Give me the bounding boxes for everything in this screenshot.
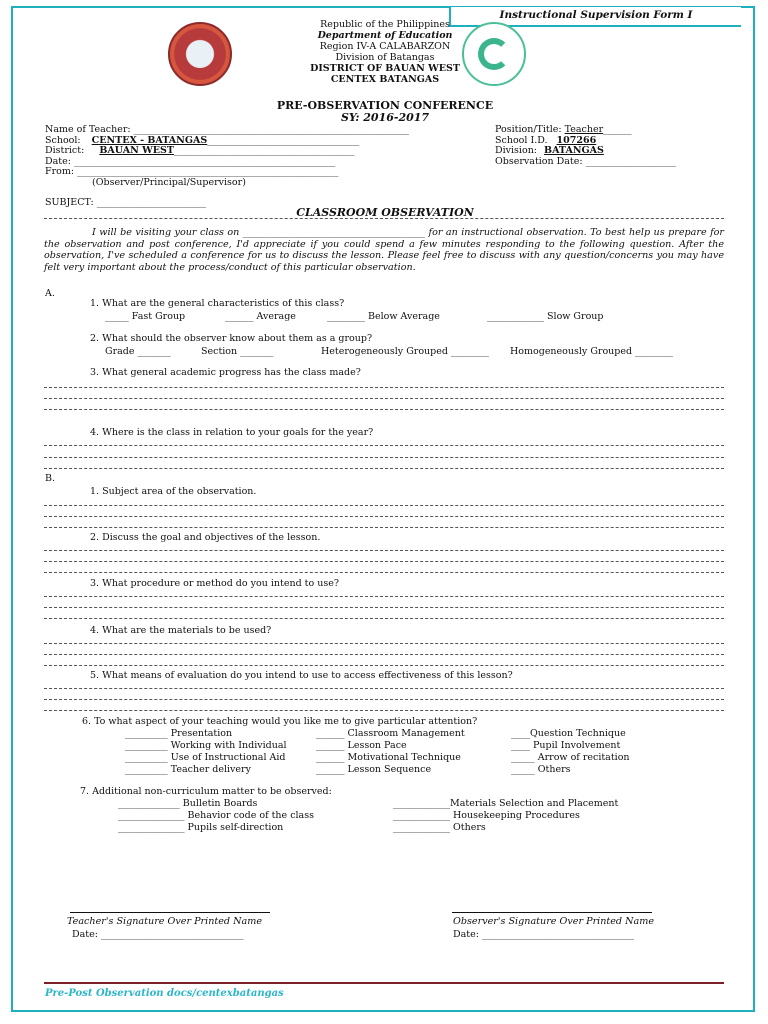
answer-line [44,710,724,711]
school-blank: ________________________________ [207,135,360,146]
answer-line [44,596,724,597]
answer-line [44,468,724,469]
a-q2-option: Grade _______ [105,346,171,357]
answer-line [44,643,724,644]
answer-line [44,550,724,551]
a-q2-option: Heterogeneously Grouped ________ [321,346,489,357]
answer-line [44,445,724,446]
school-id-value: 107266 [556,135,597,146]
q7-option: _____________ Bulletin Boards [118,798,258,809]
observer-signature-caption: Observer's Signature Over Printed Name [453,916,655,927]
from-field: From: _______________________________________________________ [45,166,339,177]
section-a-label: A. [45,288,55,299]
q6-option: _________ Use of Instructional Aid [125,752,286,763]
answer-line [44,398,724,399]
answer-line [44,688,724,689]
b-question-4: 4. What are the materials to be used? [90,625,272,636]
footer-text: Pre-Post Observation docs/centexbatangas [45,988,284,999]
divider [44,218,724,219]
a-question-1: 1. What are the general characteristics of this class? [90,298,345,309]
a-q1-option: ________ Below Average [327,311,440,322]
q6-option: _____ Others [511,764,571,775]
a-q1-option: ______ Average [225,311,296,322]
school-year: SY: 2016-2017 [340,111,430,124]
a-q1-option: _____ Fast Group [105,311,186,322]
answer-line [44,699,724,700]
answer-line [44,409,724,410]
header-region: Region IV-A CALABARZON [319,41,451,52]
division-field [495,145,604,156]
answer-line [44,654,724,655]
q6-option: _________ Presentation [125,728,233,739]
header-division: Division of Batangas [335,52,435,63]
q6-option: _____ Arrow of recitation [511,752,630,763]
b-question-7: 7. Additional non-curriculum matter to be observed: [80,786,332,797]
observer-signature-line [452,912,652,913]
teacher-date-field: Date: ______________________________ [72,929,244,940]
position-label: Position/Title: [495,124,562,135]
division-value: BATANGAS [544,145,604,156]
a-q1-option: ____________ Slow Group [487,311,604,322]
district-label: District: [45,145,85,156]
answer-line [44,618,724,619]
observation-date-field: Observation Date: ___________________ [495,156,676,167]
b-question-3: 3. What procedure or method do you intend to use? [90,578,339,589]
position-field [495,124,632,135]
q6-option: _________ Teacher delivery [125,764,251,775]
q6-option: ______ Lesson Pace [316,740,407,751]
a-question-4: 4. Where is the class in relation to your goals for the year? [90,427,374,438]
position-value: Teacher [564,124,604,135]
q7-option: ____________ Housekeeping Procedures [393,810,580,821]
answer-line [44,527,724,528]
district-value: BAUAN WEST [99,145,174,156]
a-q2-option: Section _______ [201,346,274,357]
answer-line [44,572,724,573]
deped-seal-logo [168,22,232,86]
q7-option: ____________Materials Selection and Placement [393,798,619,809]
a-question-2: 2. What should the observer know about them as a group? [90,333,373,344]
q6-option: ______ Motivational Technique [316,752,461,763]
division-label: Division: [495,145,538,156]
form-title: PRE-OBSERVATION CONFERENCE [276,99,494,112]
q7-option: ______________ Behavior code of the class [118,810,314,821]
a-question-3: 3. What general academic progress has the class made? [90,367,361,378]
b-question-2: 2. Discuss the goal and objectives of the lesson. [90,532,321,543]
q6-option: ____ Pupil Involvement [511,740,621,751]
form-label: Instructional Supervision Form I [449,7,741,27]
header-district: DISTRICT OF BAUAN WEST [310,63,460,74]
answer-line [44,457,724,458]
b-question-1: 1. Subject area of the observation. [90,486,257,497]
school-value: CENTEX - BATANGAS [91,135,208,146]
q6-option: ______ Lesson Sequence [316,764,432,775]
answer-line [44,607,724,608]
district-field [45,145,354,156]
q6-option: ______ Classroom Management [316,728,465,739]
header-republic: Republic of the Philippines [320,19,450,30]
date-field: Date: _______________________________________________________ [45,156,336,167]
answer-line [44,516,724,517]
district-blank: ______________________________________ [173,145,355,156]
classroom-observation-heading: CLASSROOM OBSERVATION [296,206,474,219]
school-label: School: [45,135,81,146]
a-q2-option: Homogeneously Grouped ________ [510,346,674,357]
position-blank: ______ [603,124,632,135]
q6-option: _________ Working with Individual [125,740,287,751]
q6-option: ____Question Technique [511,728,626,739]
subject-field: SUBJECT: _______________________ [45,197,206,208]
header-school: CENTEX BATANGAS [330,74,440,85]
answer-line [44,561,724,562]
section-b-label: B. [45,473,56,484]
teacher-name-field: Name of Teacher: __________________________________________________________ [45,124,410,135]
observer-caption: (Observer/Principal/Supervisor) [92,177,246,188]
school-id-label: School I.D. [495,135,548,146]
intro-paragraph: I will be visiting your class on ______________________________________ for an instructional observation. To best help us prepare for the observation and post conference, I'd appreciate if you could spend a few minutes responding to the following question. After the observation, I've scheduled a conference for us to discuss the lesson. Please feel free to discuss with any question/concerns you may have felt very important about the process/conduct of this particular observation. [44,227,724,273]
teacher-signature-caption: Teacher's Signature Over Printed Name [67,916,263,927]
q7-option: ____________ Others [393,822,486,833]
b-question-5: 5. What means of evaluation do you intend to use to access effectiveness of this lesson? [90,670,513,681]
b-question-6: 6. To what aspect of your teaching would you like me to give particular attention? [82,716,478,727]
q7-option: ______________ Pupils self-direction [118,822,284,833]
answer-line [44,387,724,388]
header-department: Department of Education [317,30,453,41]
teacher-signature-line [70,912,270,913]
footer-rule [44,982,724,984]
answer-line [44,665,724,666]
answer-line [44,505,724,506]
observer-date-field: Date: ________________________________ [453,929,634,940]
